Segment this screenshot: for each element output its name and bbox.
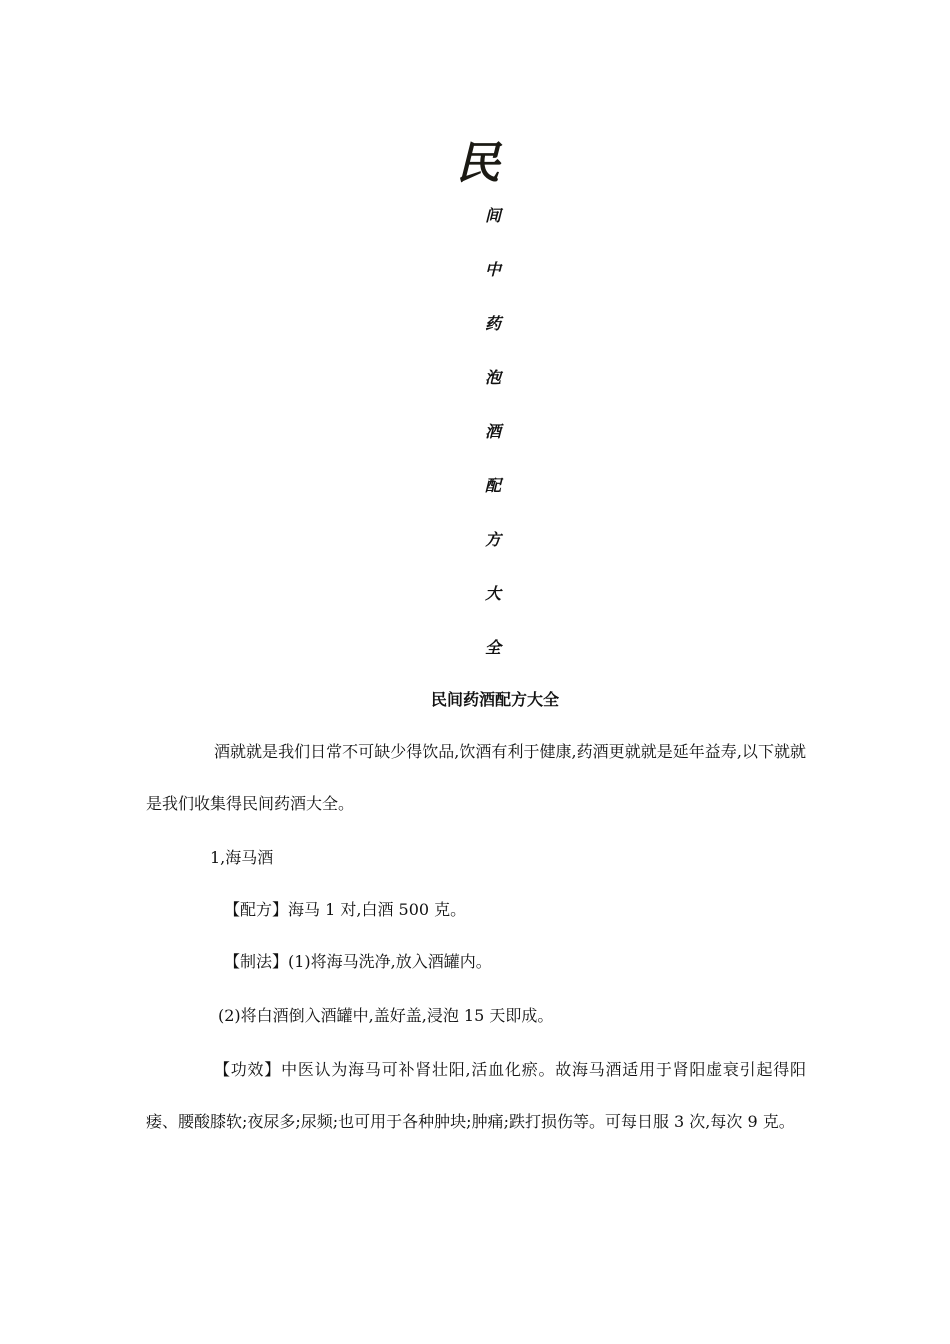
intro-paragraph: 酒就就是我们日常不可缺少得饮品,饮酒有利于健康,药酒更就就是延年益寿,以下就就是我们收集得民间药酒大全。 [146,742,806,813]
method-paragraph: 【制法】(1)将海马洗净,放入酒罐内。 [224,952,492,971]
title-first-char: 民 [456,138,500,189]
title-vertical-char: 全 [485,638,502,657]
title-vertical-char: 药 [485,314,502,333]
title-vertical-char: 泡 [485,368,502,387]
title-vertical-char: 酒 [485,422,502,441]
method-paragraph: (2)将白酒倒入酒罐中,盖好盖,浸泡 15 天即成。 [218,1006,554,1025]
title-vertical-char: 大 [485,584,502,603]
document-heading: 民间药酒配方大全 [430,690,559,709]
title-vertical-char: 间 [485,206,502,225]
effect-paragraph: 【功效】中医认为海马可补肾壮阳,活血化瘀。故海马酒适用于肾阳虚衰引起得阳痿、腰酸膝软;夜尿多;尿频;也可用于各种肿块;肿痛;跌打损伤等。可每日服 3 次,每次 9 克。 [146,1060,806,1131]
formula-paragraph: 【配方】海马 1 对,白酒 500 克。 [224,900,467,919]
title-vertical-char: 中 [485,260,502,279]
title-vertical-char: 方 [485,530,502,549]
section-title: 1,海马酒 [210,848,274,867]
title-vertical-char: 配 [485,476,502,495]
